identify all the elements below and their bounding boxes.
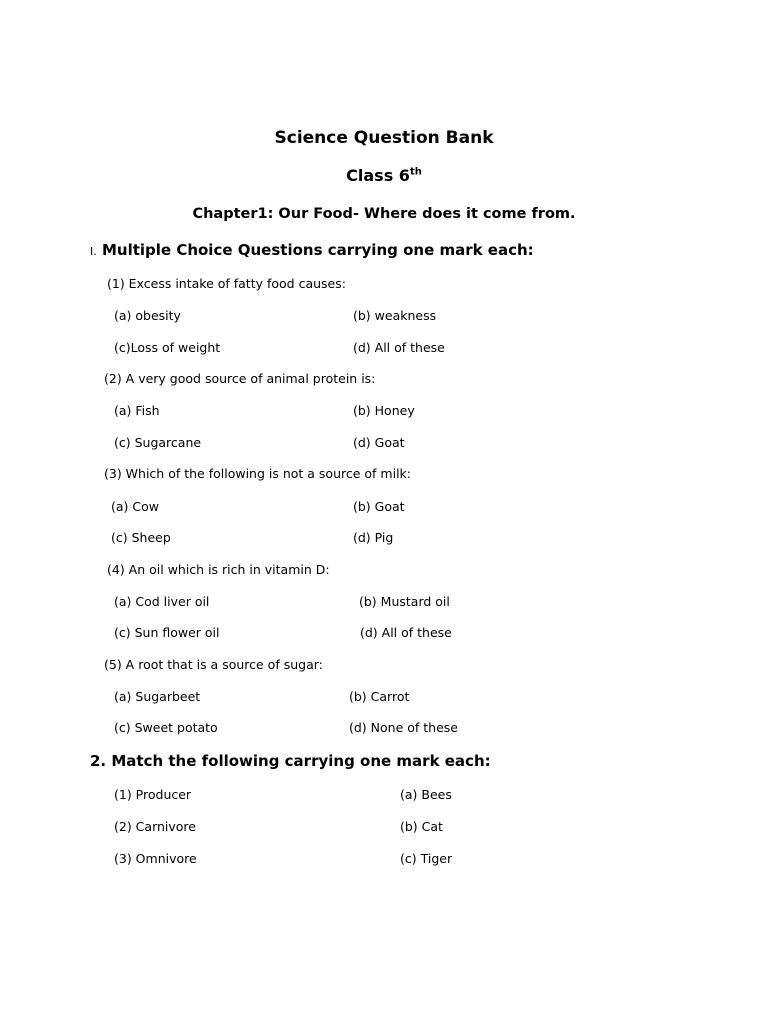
q2-option-b: (b) Honey: [353, 403, 415, 418]
q1-option-a: (a) obesity: [114, 308, 181, 323]
q1-option-b: (b) weakness: [353, 308, 437, 323]
question-1: (1) Excess intake of fatty food causes:: [107, 276, 346, 291]
section2-heading: 2. Match the following carrying one mark each:: [90, 752, 491, 770]
question-3: (3) Which of the following is not a source of milk:: [104, 466, 411, 481]
page-title: Science Question Bank: [274, 128, 494, 148]
chapter-title: Chapter1: Our Food- Where does it come from.: [192, 206, 576, 222]
section1-heading: [90, 241, 534, 259]
q3-option-a: (a) Cow: [111, 499, 159, 514]
question-4: (4) An oil which is rich in vitamin D:: [107, 562, 330, 577]
q3-option-b: (b) Goat: [353, 499, 405, 514]
class-label: [0, 166, 768, 185]
q5-option-d: (d) None of these: [349, 720, 458, 735]
match-right-1: (a) Bees: [400, 787, 452, 802]
match-left-1: (1) Producer: [114, 787, 192, 802]
match-left-2: (2) Carnivore: [114, 819, 196, 834]
q4-option-b: (b) Mustard oil: [359, 594, 450, 609]
q5-option-a: (a) Sugarbeet: [114, 689, 201, 704]
class-label-main: Class 6: [346, 166, 410, 185]
question-2: (2) A very good source of animal protein is:: [104, 371, 376, 386]
q1-option-c: (c)Loss of weight: [114, 340, 221, 355]
q3-option-c: (c) Sheep: [111, 530, 171, 545]
match-right-2: (b) Cat: [400, 819, 443, 834]
q4-option-d: (d) All of these: [360, 625, 452, 640]
match-left-3: (3) Omnivore: [114, 851, 197, 866]
q5-option-b: (b) Carrot: [349, 689, 410, 704]
q3-option-d: (d) Pig: [353, 530, 394, 545]
q1-option-d: (d) All of these: [353, 340, 445, 355]
q4-option-a: (a) Cod liver oil: [114, 594, 210, 609]
question-5: (5) A root that is a source of sugar:: [104, 657, 323, 672]
q2-option-c: (c) Sugarcane: [114, 435, 202, 450]
section1-number: I.: [90, 245, 97, 258]
class-label-superscript: th: [409, 166, 422, 178]
section1-heading-text: Multiple Choice Questions carrying one mark each:: [101, 241, 534, 259]
q2-option-d: (d) Goat: [353, 435, 405, 450]
q2-option-a: (a) Fish: [114, 403, 160, 418]
q5-option-c: (c) Sweet potato: [114, 720, 218, 735]
match-right-3: (c) Tiger: [400, 851, 453, 866]
q4-option-c: (c) Sun flower oil: [114, 625, 220, 640]
